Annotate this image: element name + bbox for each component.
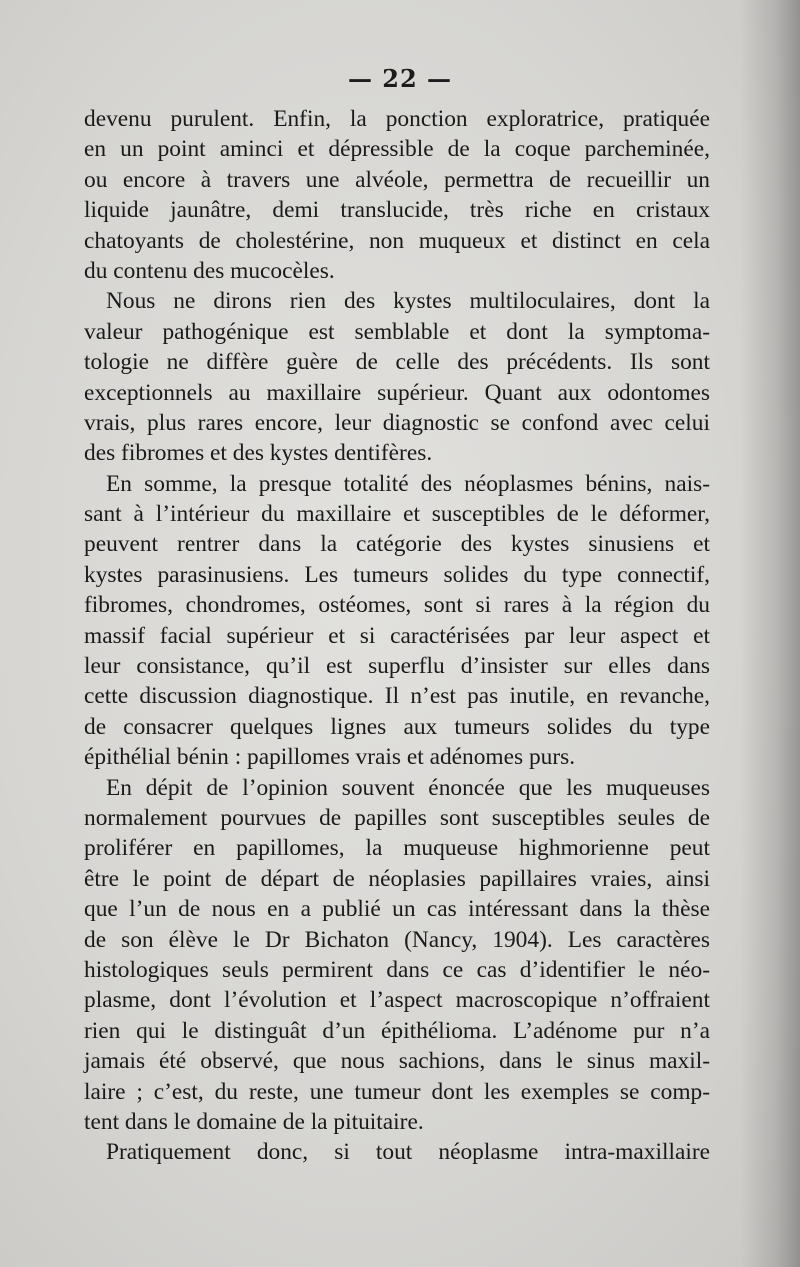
text-line: que l’un de nous en a publié un cas intéressant dans la thèse bbox=[84, 896, 710, 923]
page-number: — 22 — bbox=[347, 64, 453, 93]
text-line: du contenu des mucocèles. bbox=[84, 257, 335, 284]
text-line: rien qui le distinguât d’un épithélioma. L’adénome pur n’a bbox=[84, 1017, 710, 1044]
text-line: en un point aminci et dépressible de la coque parcheminée, bbox=[84, 136, 710, 163]
text-line: liquide jaunâtre, demi translucide, très riche en cristaux bbox=[84, 197, 710, 224]
text-line: fibromes, chondromes, ostéomes, sont si rares à la région du bbox=[84, 592, 710, 619]
text-line: chatoyants de cholestérine, non muqueux et distinct en cela bbox=[84, 227, 710, 254]
text-line: vrais, plus rares encore, leur diagnostic se confond avec celui bbox=[84, 409, 710, 436]
text-line: Pratiquement donc, si tout néoplasme intra-maxillaire bbox=[106, 1139, 710, 1166]
text-line: plasme, dont l’évolution et l’aspect macroscopique n’offraient bbox=[84, 987, 710, 1014]
text-line: En somme, la presque totalité des néoplasmes bénins, nais- bbox=[106, 470, 710, 497]
text-line: exceptionnels au maxillaire supérieur. Quant aux odontomes bbox=[84, 379, 710, 406]
text-line: devenu purulent. Enfin, la ponction exploratrice, pratiquée bbox=[84, 106, 710, 132]
text-line: proliférer en papillomes, la muqueuse highmorienne peut bbox=[84, 835, 710, 862]
text-line: de son élève le Dr Bichaton (Nancy, 1904). Les caractères bbox=[84, 926, 710, 953]
body-text bbox=[84, 104, 710, 1168]
text-line: être le point de départ de néoplasies papillaires vraies, ainsi bbox=[84, 865, 710, 892]
text-line: jamais été observé, que nous sachions, dans le sinus maxil- bbox=[84, 1048, 710, 1075]
text-line: histologiques seuls permirent dans ce cas d’identifier le néo- bbox=[84, 956, 710, 983]
text-line: des fibromes et des kystes dentifères. bbox=[84, 440, 433, 467]
text-line: tologie ne diffère guère de celle des précédents. Ils sont bbox=[84, 349, 710, 376]
text-line: tent dans le domaine de la pituitaire. bbox=[84, 1108, 424, 1135]
text-line: normalement pourvues de papilles sont susceptibles seules de bbox=[84, 804, 710, 831]
text-line: En dépit de l’opinion souvent énoncée que les muqueuses bbox=[106, 774, 710, 801]
text-line: leur consistance, qu’il est superflu d’insister sur elles dans bbox=[84, 653, 710, 680]
text-line: laire ; c’est, du reste, une tumeur dont les exemples se comp- bbox=[84, 1078, 710, 1105]
text-line: valeur pathogénique est semblable et dont la symptoma- bbox=[84, 318, 710, 345]
text-line: kystes parasinusiens. Les tumeurs solides du type connectif, bbox=[84, 561, 710, 588]
text-line: cette discussion diagnostique. Il n’est pas inutile, en revanche, bbox=[84, 683, 710, 710]
text-line: ou encore à travers une alvéole, permettra de recueillir un bbox=[84, 166, 710, 193]
text-line: épithélial bénin : papillomes vrais et adénomes purs. bbox=[84, 744, 576, 771]
text-line: peuvent rentrer dans la catégorie des kystes sinusiens et bbox=[84, 531, 710, 558]
text-line: de consacrer quelques lignes aux tumeurs solides du type bbox=[84, 713, 710, 740]
page-gutter-shadow bbox=[740, 0, 800, 1267]
text-line: sant à l’intérieur du maxillaire et susceptibles de le déformer, bbox=[84, 501, 710, 528]
text-line: Nous ne dirons rien des kystes multiloculaires, dont la bbox=[106, 288, 710, 315]
text-line: massif facial supérieur et si caractérisées par leur aspect et bbox=[84, 622, 710, 649]
